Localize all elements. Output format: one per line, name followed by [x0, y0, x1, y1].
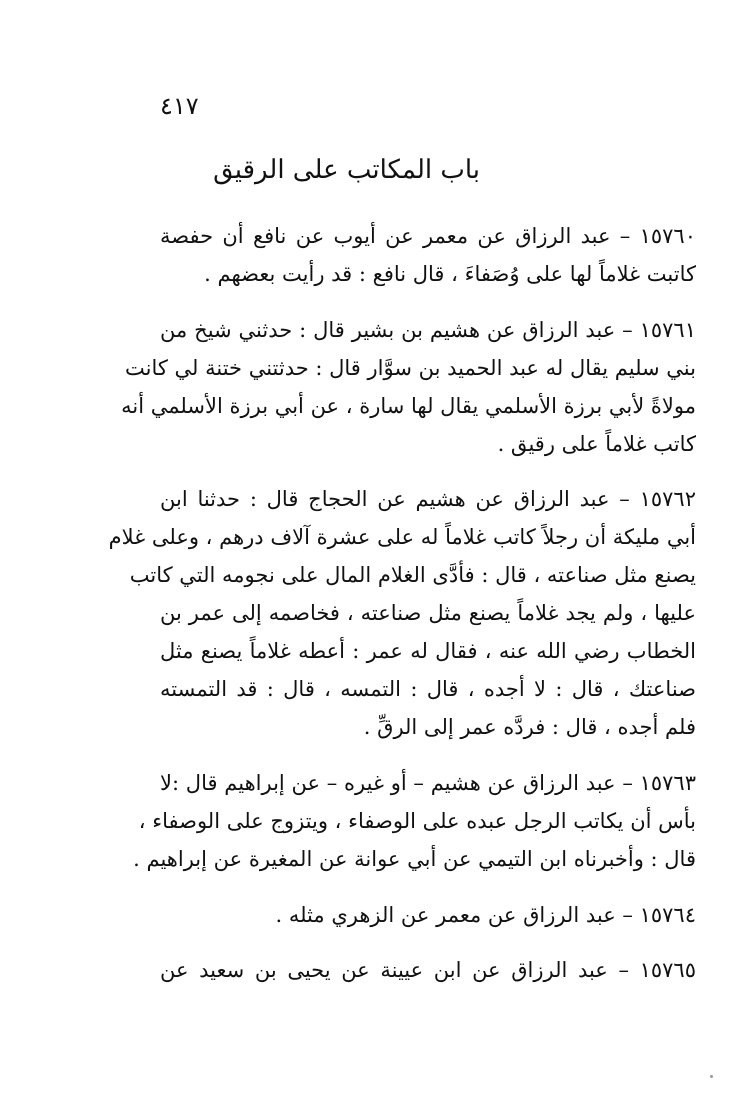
hadith-15760-line-2: كاتبت غلاماً لها على وُصَفاءَ ، قال نافع : قد رأيت بعضهم .: [204, 262, 696, 286]
hadith-15760-line-1: ١٥٧٦٠ – عبد الرزاق عن معمر عن أيوب عن نافع أن حفصة: [160, 224, 696, 248]
print-speck: [710, 1075, 713, 1078]
hadith-15763-line-2: بأس أن يكاتب الرجل عبده على الوصفاء ، ويتزوج على الوصفاء ،: [138, 809, 696, 833]
hadith-15763-line-3: قال : وأخبرناه ابن التيمي عن أبي عوانة عن المغيرة عن إبراهيم .: [133, 847, 696, 871]
page-number: ٤١٧: [160, 92, 199, 120]
hadith-15761-line-1: ١٥٧٦١ – عبد الرزاق عن هشيم بن بشير قال : حدثني شيخ من: [160, 318, 696, 342]
hadith-15762-line-6: صناعتك ، قال : لا أجده ، قال : التمسه ، قال : قد التمسته: [160, 677, 696, 701]
hadith-15762-line-7: فلم أجده ، قال : فردَّه عمر إلى الرقِّ .: [363, 715, 696, 739]
hadith-15761-line-4: كاتب غلاماً على رقيق .: [497, 432, 696, 456]
hadith-15764-line-1: ١٥٧٦٤ – عبد الرزاق عن معمر عن الزهري مثله .: [275, 903, 696, 927]
hadith-15762-line-1: ١٥٧٦٢ – عبد الرزاق عن هشيم عن الحجاج قال : حدثنا ابن: [160, 487, 696, 511]
hadith-15762-line-2: أبي مليكة أن رجلاً كاتب غلاماً له على عشرة آلاف درهم ، وعلى غلام: [108, 525, 696, 549]
hadith-15761-line-2: بني سليم يقال له عبد الحميد بن سوَّار قال : حدثتني ختنة لي كانت: [124, 356, 696, 380]
chapter-title: باب المكاتب على الرقيق: [213, 155, 480, 185]
hadith-15763-line-1: ١٥٧٦٣ – عبد الرزاق عن هشيم – أو غيره – عن إبراهيم قال :لا: [160, 771, 696, 795]
hadith-15762-line-4: عليها ، ولم يجد غلاماً يصنع مثل صناعته ، فخاصمه إلى عمر بن: [160, 601, 696, 625]
hadith-15762-line-3: يصنع مثل صناعته ، قال : فأدَّى الغلام المال على نجومه التي كاتب: [129, 563, 696, 587]
hadith-15765-line-1: ١٥٧٦٥ – عبد الرزاق عن ابن عيينة عن يحيى بن سعيد عن: [160, 958, 696, 982]
hadith-15762-line-5: الخطاب رضي الله عنه ، فقال له عمر : أعطه غلاماً يصنع مثل: [160, 639, 696, 663]
hadith-15761-line-3: مولاةً لأبي برزة الأسلمي يقال لها سارة ، عن أبي برزة الأسلمي أنه: [121, 394, 696, 418]
